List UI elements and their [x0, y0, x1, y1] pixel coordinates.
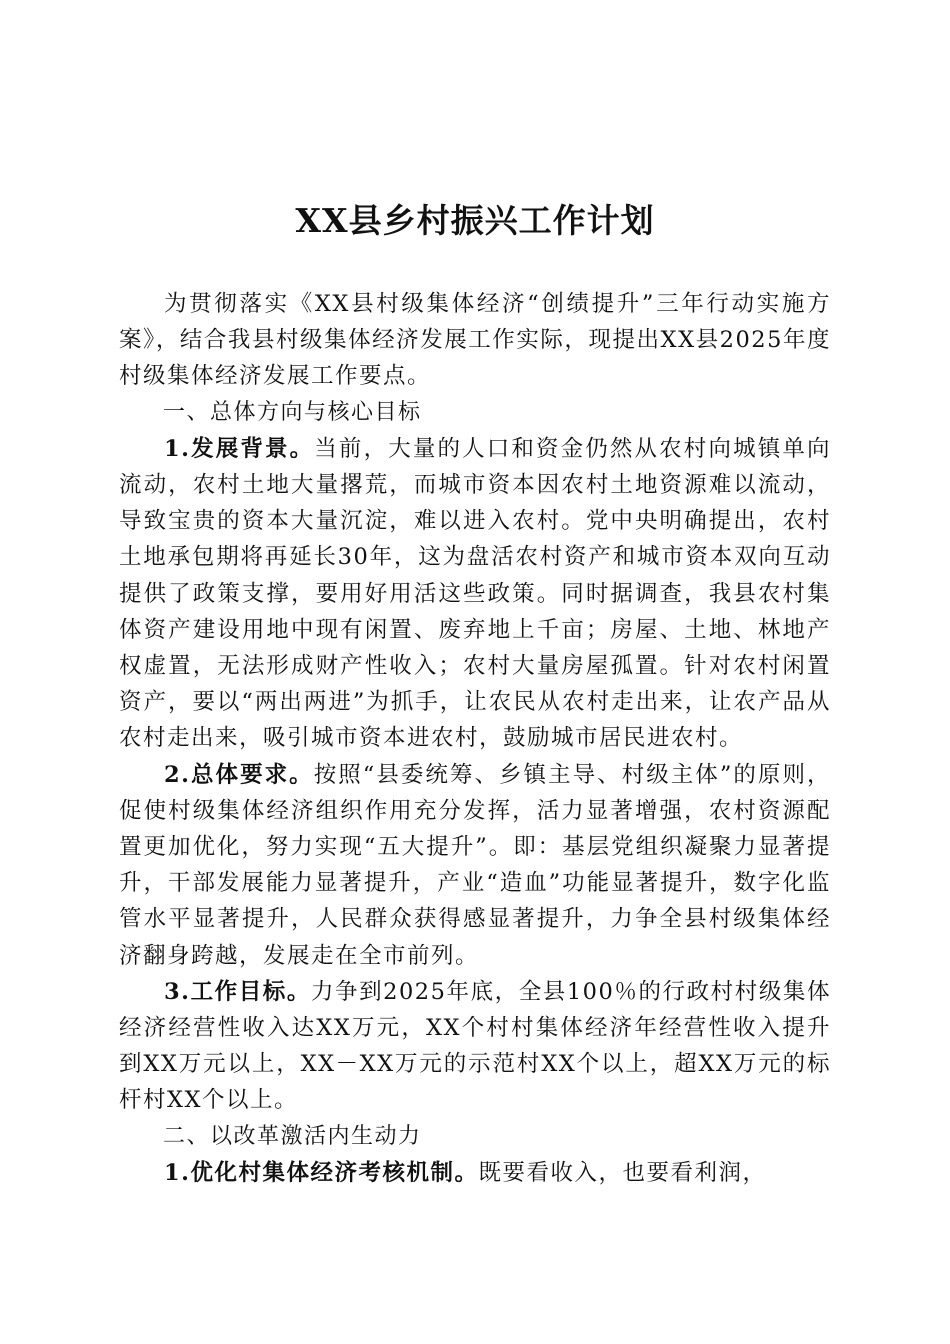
paragraph: [119, 431, 831, 757]
paragraph-label: 2.总体要求。: [164, 761, 314, 788]
paragraph: [119, 1155, 831, 1191]
paragraph: [119, 757, 831, 974]
paragraph-label: 3.工作目标。: [164, 978, 311, 1005]
intro-paragraph: 为贯彻落实《XX县村级集体经济“创绩提升”三年行动实施方案》，结合我县村级集体经济发展工作实际，现提出XX县2025年度村级集体经济发展工作要点。: [119, 291, 831, 390]
document-title: XX县乡村振兴工作计划: [295, 201, 655, 240]
paragraph-label: 1.优化村集体经济考核机制。: [164, 1159, 479, 1186]
document-body: [119, 286, 831, 1191]
section-heading: 一、总体方向与核心目标: [163, 399, 422, 425]
paragraph: [119, 974, 831, 1119]
paragraph-label: 1.发展背景。: [164, 435, 315, 462]
paragraph-text: 当前，大量的人口和资金仍然从农村向城镇单向流动，农村土地大量撂荒，而城市资本因农村土地资源难以流动，导致宝贵的资本大量沉淀，难以进入农村。党中央明确提出，农村土地承包期将再延长30年，这为盘活农村资产和城市资本双向互动提供了政策支撑，要用好用活这些政策。同时据调查，我县农村集体资产建设用地中现有闲置、废弃地上千亩；房屋、土地、林地产权虚置，无法形成财产性收入；农村大量房屋孤置。针对农村闲置资产，要以“两出两进”为抓手，让农民从农村走出来，让农产品从农村走出来，吸引城市资本进农村，鼓励城市居民进农村。: [119, 435, 831, 752]
paragraph-text: 按照“县委统筹、乡镇主导、村级主体”的原则，促使村级集体经济组织作用充分发挥，活力显著增强，农村资源配置更加优化，努力实现“五大提升”。即：基层党组织凝聚力显著提升，干部发展能力显著提升，产业“造血”功能显著提升，数字化监管水平显著提升，人民群众获得感显著提升，力争全县村级集体经济翻身跨越，发展走在全市前列。: [119, 761, 831, 969]
paragraph-text: 力争到2025年底，全县100％的行政村村级集体经济经营性收入达XX万元，XX个村村集体经济年经营性收入提升到XX万元以上，XX－XX万元的示范村XX个以上，超XX万元的标杆村XX个以上。: [119, 978, 831, 1114]
section-heading: 二、以改革激活内生动力: [163, 1123, 422, 1149]
paragraph-text: 既要看收入，也要看利润，: [478, 1159, 767, 1186]
